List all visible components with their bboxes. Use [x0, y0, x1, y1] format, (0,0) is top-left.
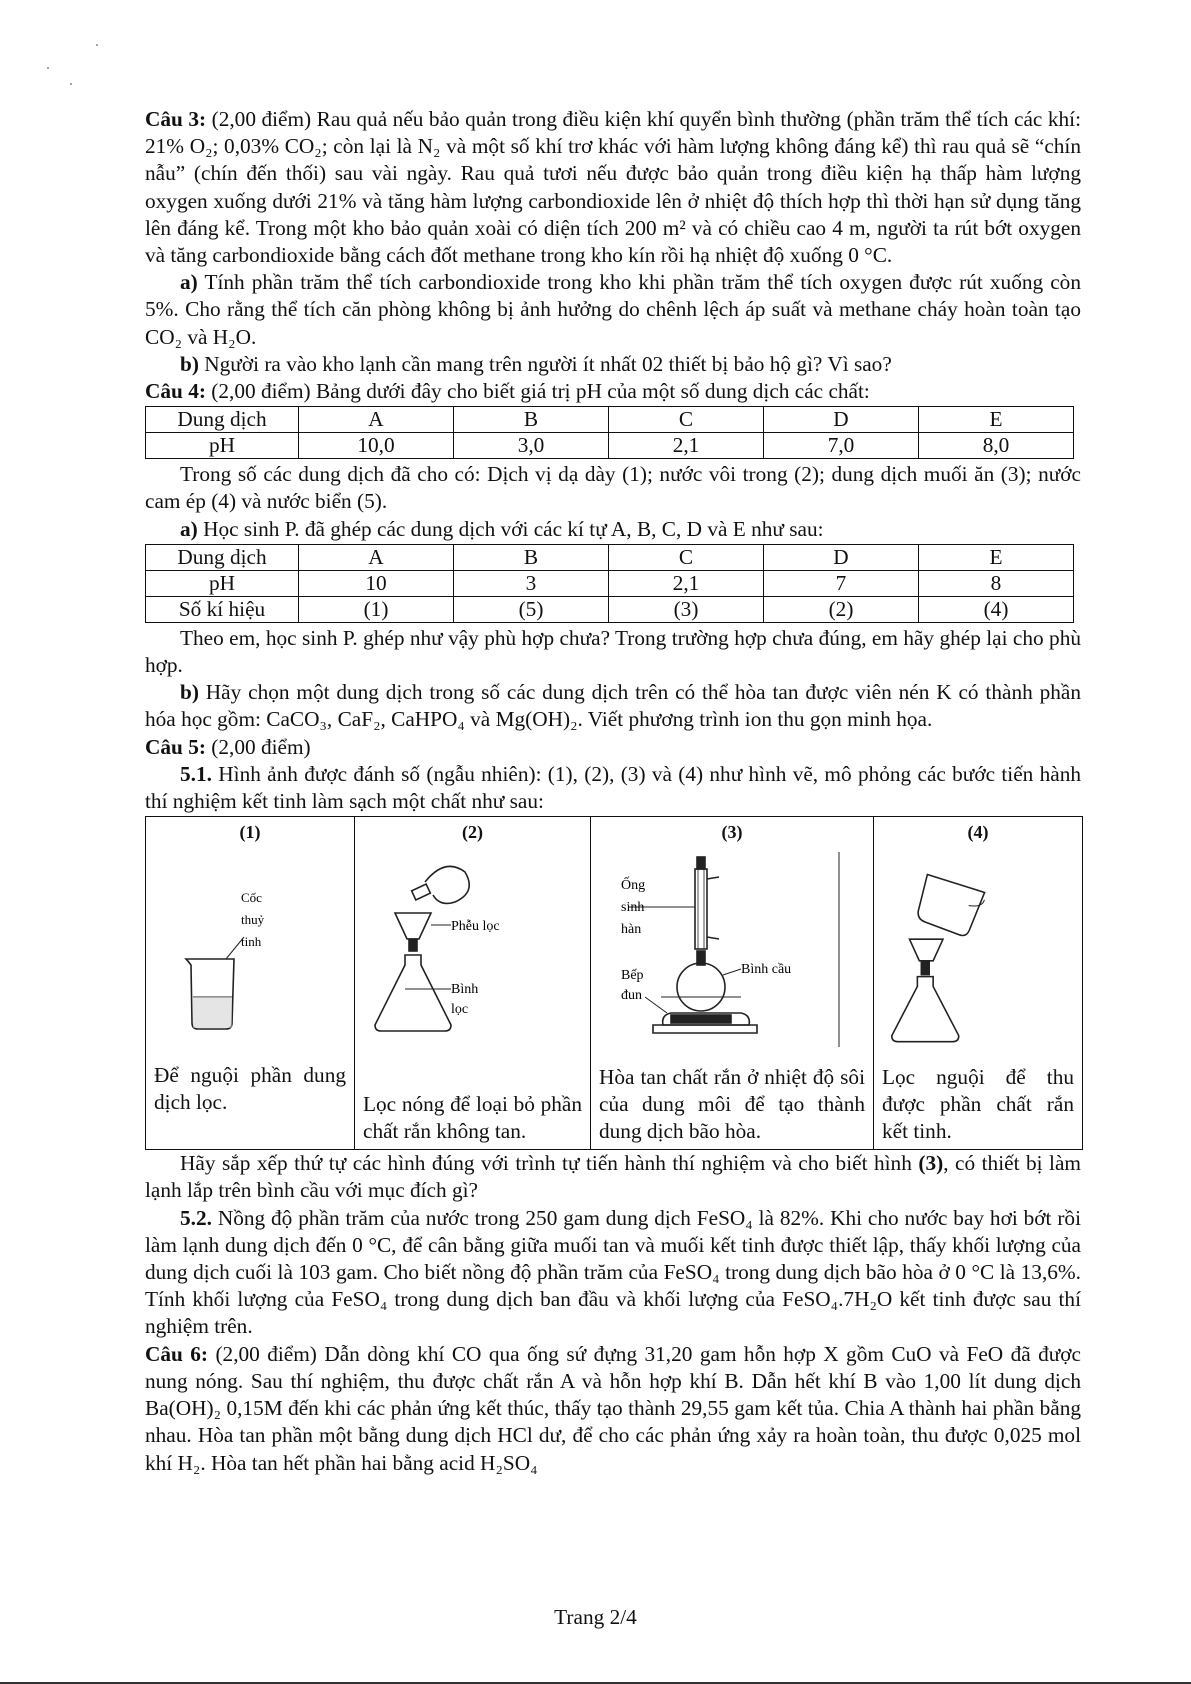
panel-1 — [146, 817, 355, 1150]
match-cell: Dung dịch — [146, 544, 299, 570]
ph-cell: C — [609, 407, 764, 433]
q5-1 — [145, 761, 1081, 815]
ph-cell: 10,0 — [299, 433, 454, 459]
q5-after-figure — [145, 1150, 1081, 1204]
q4-b-label: b) — [180, 680, 199, 705]
ph-table — [145, 406, 1074, 459]
q5-2-label: 5.2. — [180, 1205, 212, 1230]
panel-3-number: (3) — [721, 822, 743, 843]
panel-1-number: (1) — [239, 822, 261, 843]
panel-3-caption: Hòa tan chất rắn ở nhiệt độ sôi của dung môi để tạo thành dung dịch bão hòa. — [599, 1065, 865, 1144]
ph-cell: pH — [146, 433, 299, 459]
ph-cell: E — [919, 407, 1074, 433]
panel-2-number: (2) — [462, 822, 483, 843]
q4-label: Câu 4: — [145, 379, 206, 404]
beaker-label-3: tinh — [241, 934, 262, 950]
panel-4-number: (4) — [967, 822, 989, 843]
q3-intro-text: (2,00 điểm) Rau quả nếu bảo quản trong điều kiện khí quyển bình thường (phần trăm thể tích các khí: 21% O₂; 0,03% CO₂; còn lại là N₂ và một số khí trơ khác với hàm lượng không đáng kể) thì rau quả sẽ “chín nẫu” (chín đến thối) sau vài ngày. Rau quả tươi nếu được bảo quản trong điều kiện hạ thấp hàm lượng oxygen xuống dưới 21% và tăng hàm lượng carbondioxide lên ở nhiệt độ thích hợp thì thời hạn sử dụng tăng lên đáng kể. Trong một kho bảo quản xoài có diện tích 200 m² và có chiều cao 4 m, người ta rút bớt oxygen và tăng carbondioxide bằng cách đốt methane trong kho kín rồi hạ nhiệt độ xuống 0 °C. — [145, 107, 1082, 268]
q3-intro — [145, 106, 1081, 269]
ph-table-header — [146, 407, 1074, 433]
beaker-figure — [146, 847, 354, 1052]
beaker-label-1: Cốc — [241, 890, 262, 906]
hot-filtration-figure — [355, 847, 590, 1052]
panel-2 — [355, 817, 591, 1150]
cold-filtration-figure — [874, 847, 1082, 1052]
q5-points: (2,00 điểm) — [211, 734, 311, 759]
panel-4-caption: Lọc nguội để thu được phần chất rắn kết tinh. — [882, 1065, 1074, 1144]
q5-2-text: Nồng độ phần trăm của nước trong 250 gam dung dịch FeSO₄ là 82%. Khi cho nước bay hơi bớt rồi làm lạnh dung dịch đến 0 °C, để cân bằng giữa muối tan và muối kết tinh được thiết lập, thấy khối lượng của dung dịch cuối là 103 gam. Cho biết nồng độ phần trăm của FeSO₄ trong dung dịch bão hòa ở 0 °C là 13,6%. Tính khối lượng của FeSO₄ trong dung dịch ban đầu và khối lượng của FeSO₄.7H₂O kết tinh được sau thí nghiệm trên. — [145, 1205, 1081, 1339]
ph-cell: A — [299, 407, 454, 433]
q3-part-b — [145, 351, 1081, 378]
match-cell: E — [919, 544, 1074, 570]
stove-label-1: Bếp — [621, 968, 644, 984]
q6-text: (2,00 điểm) Dẫn dòng khí CO qua ống sứ đựng 31,20 gam hỗn hợp X gồm CuO và FeO đã được nung nóng. Sau thí nghiệm, thu được chất rắn A và hỗn hợp khí B. Dẫn hết khí B vào 1,00 lít dung dịch Ba(OH)₂ 0,15M đến khi các phản ứng kết thúc, thấy tạo thành 29,55 gam kết tủa. Chia A thành hai phần bằng nhau. Hòa tan phần một bằng dung dịch HCl dư, để cho các phản ứng xảy ra hoàn toàn, thu được 0,025 mol khí H₂. Hòa tan hết phần hai bằng acid H₂SO₄ — [145, 1341, 1081, 1475]
q5-2 — [145, 1205, 1081, 1341]
match-cell: 3 — [454, 570, 609, 596]
match-cell: (3) — [609, 596, 764, 622]
q5-heading — [145, 734, 1081, 761]
panel-1-caption: Để nguội phần dung dịch lọc. — [154, 1063, 346, 1115]
q4-after-table: Theo em, học sinh P. ghép như vậy phù hợp chưa? Trong trường hợp chưa đúng, em hãy ghép lại cho phù hợp. — [145, 625, 1081, 678]
round-flask-label: Bình cầu — [741, 962, 792, 978]
match-cell: B — [454, 544, 609, 570]
q4-a-text: Học sinh P. đã ghép các dung dịch với các kí tự A, B, C, D và E như sau: — [203, 516, 824, 541]
match-cell: C — [609, 544, 764, 570]
q3-a-text: Tính phần trăm thể tích carbondioxide trong kho khi phần trăm thể tích oxygen được rút xuống còn 5%. Cho rằng thể tích căn phòng không bị ảnh hưởng do chênh lệch áp suất và methane cháy hoàn toàn tạo CO₂ và H₂O. — [145, 270, 1081, 349]
q5-after-figure-text: Hãy sắp xếp thứ tự các hình đúng với trình tự tiến hành thí nghiệm và cho biết hình — [180, 1151, 912, 1176]
ph-cell: 7,0 — [764, 433, 919, 459]
q5-figure-ref: (3) — [918, 1151, 944, 1176]
match-cell: 8 — [919, 570, 1074, 596]
q4-b-text: Hãy chọn một dung dịch trong số các dung dịch trên có thể hòa tan được viên nén K có thành phần hóa học gồm: CaCO₃, CaF₂, CaHPO₄ và Mg(OH)₂. Viết phương trình ion thu gọn minh họa. — [145, 680, 1081, 732]
condenser-label-2: sinh — [621, 900, 645, 916]
condenser-label-3: hàn — [621, 922, 642, 938]
q3-a-label: a) — [180, 270, 198, 295]
condenser-label-1: Ống — [621, 878, 646, 894]
q5-1-label: 5.1. — [180, 761, 212, 786]
matching-table — [145, 544, 1074, 623]
matching-symbol-row — [146, 596, 1074, 622]
stove-label-2: đun — [621, 988, 642, 1004]
panel-2-caption: Lọc nóng để loại bỏ phần chất rắn không tan. — [363, 1092, 582, 1144]
match-cell: (5) — [454, 596, 609, 622]
panel-4 — [874, 817, 1083, 1150]
panel-3 — [591, 817, 874, 1150]
q3-label: Câu 3: — [145, 107, 207, 131]
ph-cell: D — [764, 407, 919, 433]
match-cell: A — [299, 544, 454, 570]
match-cell: 10 — [299, 570, 454, 596]
matching-ph-row — [146, 570, 1074, 596]
q5-1-text: Hình ảnh được đánh số (ngẫu nhiên): (1), (2), (3) và (4) như hình vẽ, mô phỏng các bước tiến hành thí nghiệm kết tinh làm sạch một chất như sau: — [145, 761, 1082, 814]
match-cell: pH — [146, 570, 299, 596]
ph-table-row — [146, 433, 1074, 459]
ph-cell: Dung dịch — [146, 407, 299, 433]
match-cell: (2) — [764, 596, 919, 622]
ph-cell: 3,0 — [454, 433, 609, 459]
exam-page — [145, 106, 1081, 1477]
ph-cell: 2,1 — [609, 433, 764, 459]
ph-cell: 8,0 — [919, 433, 1074, 459]
q4-part-a — [145, 516, 1081, 543]
match-cell: 7 — [764, 570, 919, 596]
q3-b-label: b) — [180, 351, 199, 376]
q3-part-a — [145, 269, 1081, 351]
match-cell: D — [764, 544, 919, 570]
q5-after-figure-text-2: , có thiết bị làm lạnh lắp trên bình cầu với mục đích gì? — [145, 1151, 1081, 1203]
funnel-label: Phễu lọc — [451, 919, 500, 935]
match-cell: 2,1 — [609, 570, 764, 596]
match-cell: (4) — [919, 596, 1074, 622]
experiment-figure-table — [145, 816, 1083, 1150]
q4-part-b — [145, 679, 1081, 733]
q4-a-label: a) — [180, 516, 198, 541]
match-cell: Số kí hiệu — [146, 596, 299, 622]
q4-intro — [145, 378, 1081, 405]
q5-label: Câu 5: — [145, 734, 206, 759]
reflux-heating-figure — [591, 847, 873, 1052]
q6 — [145, 1341, 1081, 1477]
page-footer: Trang 2/4 — [554, 1605, 637, 1629]
matching-header — [146, 544, 1074, 570]
beaker-label-2: thuỷ — [241, 912, 265, 928]
match-cell: (1) — [299, 596, 454, 622]
q4-solutions-paragraph: Trong số các dung dịch đã cho có: Dịch vị dạ dày (1); nước vôi trong (2); dung dịch muối ăn (3); nước cam ép (4) và nước biển (5). — [145, 462, 1081, 514]
q4-intro-text: (2,00 điểm) Bảng dưới đây cho biết giá trị pH của một số dung dịch các chất: — [211, 379, 870, 404]
flask-label-1: Bình — [451, 982, 479, 998]
ph-cell: B — [454, 407, 609, 433]
q3-b-text: Người ra vào kho lạnh cần mang trên người ít nhất 02 thiết bị bảo hộ gì? Vì sao? — [204, 351, 892, 376]
flask-label-2: lọc — [451, 1002, 469, 1018]
q6-label: Câu 6: — [145, 1341, 209, 1366]
